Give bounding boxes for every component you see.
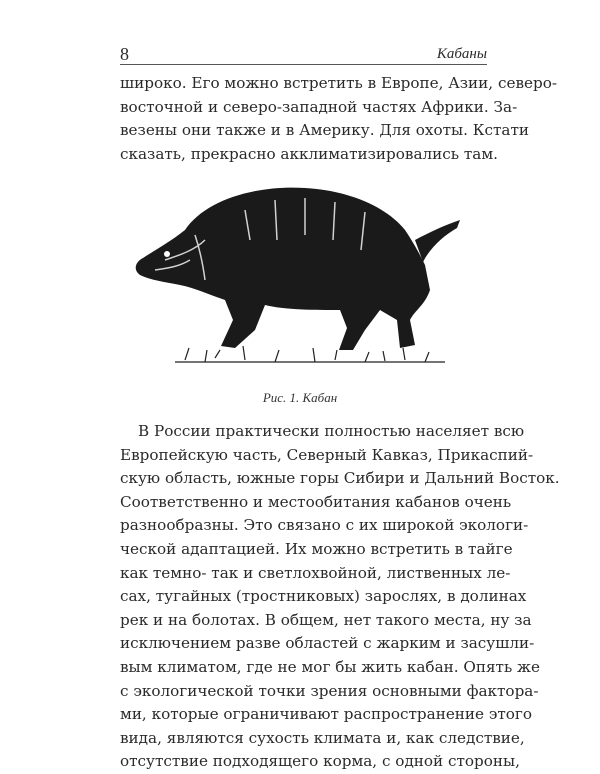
text-line: скую область, южные горы Сибири и Дальний Восток. [120, 469, 560, 488]
text-line: Соответственно и местообитания кабанов очень [120, 492, 512, 511]
text-line: сказать, прекрасно акклиматизировались там. [120, 144, 498, 163]
boar-illustration [125, 170, 475, 370]
page-number: 8 [120, 44, 129, 64]
text-line: рек и на болотах. В общем, нет такого места, ну за [120, 610, 532, 629]
text-line: ческой адаптацией. Их можно встретить в тайге [120, 539, 513, 558]
text-line: вым климатом, где не мог бы жить кабан. Опять же [120, 657, 541, 676]
text-line: везены они также и в Америку. Для охоты. Кстати [120, 121, 530, 140]
intro-text [120, 72, 557, 166]
text-line: отсутствие подходящего корма, с одной стороны, [120, 752, 520, 771]
text-line: с экологической точки зрения основными фактора- [120, 681, 539, 700]
text-line: ми, которые ограничивают распространение этого [120, 705, 533, 724]
text-line: Европейскую часть, Северный Кавказ, Прикаспий- [120, 445, 534, 464]
body-paragraph [120, 420, 560, 774]
text-line: вида, являются сухость климата и, как следствие, [120, 728, 525, 747]
text-line: широко. Его можно встретить в Европе, Азии, северо- [120, 74, 557, 92]
text-line: сах, тугайных (тростниковых) зарослях, в долинах [120, 587, 527, 606]
running-title: Кабаны [436, 46, 487, 62]
text-line: В России практически полностью населяет всю [138, 422, 525, 440]
figure-caption: Рис. 1. Кабан [262, 390, 338, 405]
text-line: исключением разве областей с жарким и засушли- [120, 634, 535, 653]
text-line: разнообразны. Это связано с их широкой экологи- [120, 516, 529, 535]
running-header [120, 44, 487, 65]
text-line: восточной и северо-западной частях Африки. За- [120, 97, 518, 116]
text-line: как темно- так и светлохвойной, лиственных ле- [120, 563, 511, 582]
